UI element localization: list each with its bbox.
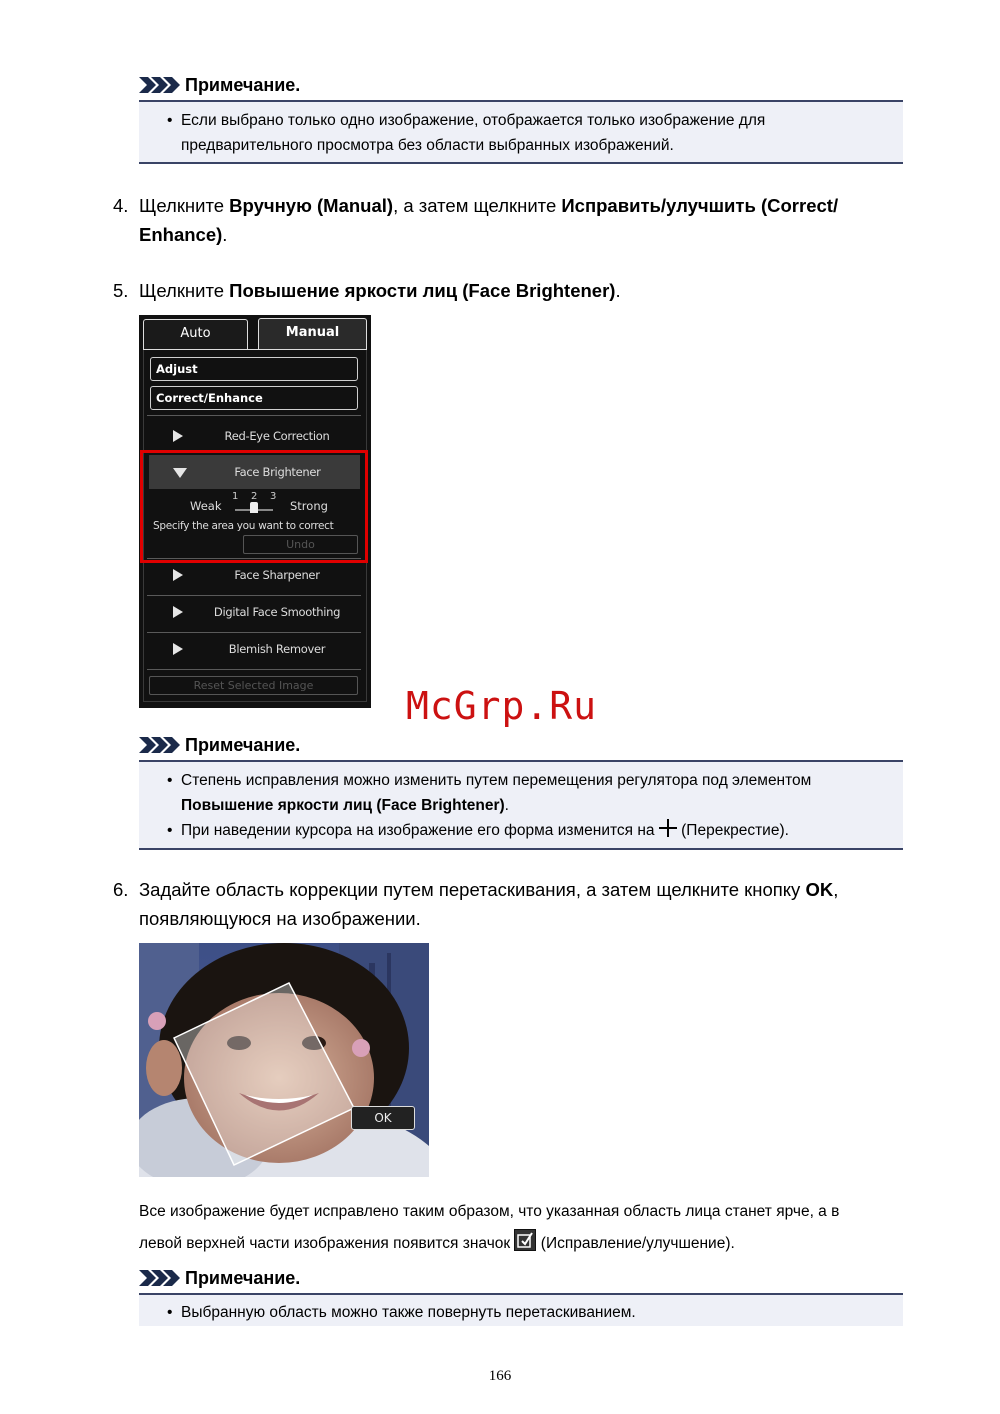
bullet: • — [167, 1304, 173, 1321]
note-header — [139, 733, 903, 757]
step-text-part: Щелкните — [139, 195, 230, 216]
note-title: Примечание. — [185, 75, 301, 95]
page-number: 166 — [488, 1368, 512, 1384]
slider-tick-label: 1 — [232, 491, 239, 502]
weak-label: Weak — [190, 499, 222, 513]
note-line — [181, 818, 789, 843]
note-box — [139, 1293, 903, 1326]
item-label: Face Sharpener — [234, 568, 320, 582]
tab-auto[interactable]: Auto — [143, 319, 248, 349]
blemish-remover-item[interactable] — [147, 632, 361, 666]
note-text-part: . — [504, 797, 509, 814]
item-label: Face Brightener — [234, 465, 321, 479]
divider — [147, 669, 361, 670]
adjust-button[interactable]: Adjust — [150, 357, 358, 381]
note-text-part: При наведении курсора на изображение его форма изменится на — [181, 822, 659, 839]
photo-illustration — [139, 943, 429, 1177]
note-line: Степень исправления можно изменить путем перемещения регулятора под элементом — [181, 772, 812, 789]
step-bold-part: OK — [805, 879, 834, 900]
crosshair-icon — [659, 819, 677, 837]
note-box — [139, 100, 903, 164]
paragraph-text-part: левой верхней части изображения появится значок — [139, 1235, 515, 1252]
note-line: Если выбрано только одно изображение, отображается только изображение для — [181, 112, 766, 129]
strong-label: Strong — [290, 499, 328, 513]
note-line: Выбранную область можно также повернуть перетаскиванием. — [181, 1304, 636, 1321]
reset-selected-image-button[interactable]: Reset Selected Image — [149, 676, 358, 695]
bullet: • — [167, 772, 173, 789]
note-title: Примечание. — [185, 735, 301, 755]
step-bold-part: Повышение яркости лиц (Face Brightener) — [229, 280, 616, 301]
note-line — [181, 793, 509, 818]
note-arrows-icon — [139, 77, 181, 93]
note-header — [139, 1266, 903, 1290]
ok-button[interactable]: OK — [351, 1106, 415, 1130]
highlight-frame — [140, 450, 368, 563]
step-number: 5. — [113, 280, 129, 301]
step-text-part: . — [222, 224, 228, 245]
step-bold-part: Вручную (Manual) — [229, 195, 394, 216]
step-text — [139, 276, 621, 305]
digital-face-smoothing-item[interactable] — [147, 595, 361, 629]
step-number: 6. — [113, 879, 129, 900]
correct-enhance-button[interactable]: Correct/Enhance — [150, 386, 358, 410]
item-label: Blemish Remover — [228, 642, 326, 656]
step-text — [139, 191, 838, 220]
note-title: Примечание. — [185, 1268, 301, 1288]
undo-button[interactable]: Undo — [243, 535, 358, 554]
item-label: Digital Face Smoothing — [213, 605, 341, 619]
step-text-part: , — [833, 879, 839, 900]
divider — [147, 415, 361, 416]
tab-manual[interactable]: Manual — [258, 318, 367, 350]
paragraph-line — [139, 1229, 735, 1256]
note-box — [139, 760, 903, 850]
note-arrows-icon — [139, 1270, 181, 1286]
step-bold-part: Исправить/улучшить (Correct/ — [561, 195, 839, 216]
face-sharpener-item[interactable] — [147, 558, 361, 592]
paragraph-text-part: (Исправление/улучшение). — [536, 1235, 735, 1252]
note-header — [139, 73, 903, 97]
note-line: предварительного просмотра без области выбранных изображений. — [181, 137, 674, 154]
specify-area-text: Specify the area you want to correct — [153, 520, 334, 532]
slider-tick-label: 2 — [251, 491, 258, 502]
item-label: Red-Eye Correction — [224, 429, 330, 443]
step-text-part: , а затем щелкните — [393, 195, 562, 216]
step-text-part: . — [615, 280, 621, 301]
step-text-part: Щелкните — [139, 280, 230, 301]
step-text: появляющуюся на изображении. — [139, 908, 421, 929]
correct-enhance-panel — [139, 315, 371, 708]
note-text-part: (Перекрестие). — [676, 822, 789, 839]
sample-photo[interactable] — [139, 943, 429, 1177]
watermark: McGrp.Ru — [406, 684, 598, 728]
step-text — [139, 220, 227, 249]
slider-tick-label: 3 — [270, 491, 277, 502]
paragraph-line: Все изображение будет исправлено таким образом, что указанная область лица станет ярче, а в — [139, 1203, 840, 1220]
step-text — [139, 875, 838, 904]
bullet: • — [167, 822, 173, 839]
step-text-part: Задайте область коррекции путем перетаскивания, а затем щелкните кнопку — [139, 879, 806, 900]
step-number: 4. — [113, 195, 129, 216]
note-bold-part: Повышение яркости лиц (Face Brightener) — [181, 797, 505, 814]
bullet: • — [167, 112, 173, 129]
note-arrows-icon — [139, 737, 181, 753]
correct-enhance-icon — [514, 1229, 536, 1251]
step-bold-part: Enhance) — [139, 224, 223, 245]
red-eye-correction-item[interactable] — [147, 419, 361, 453]
